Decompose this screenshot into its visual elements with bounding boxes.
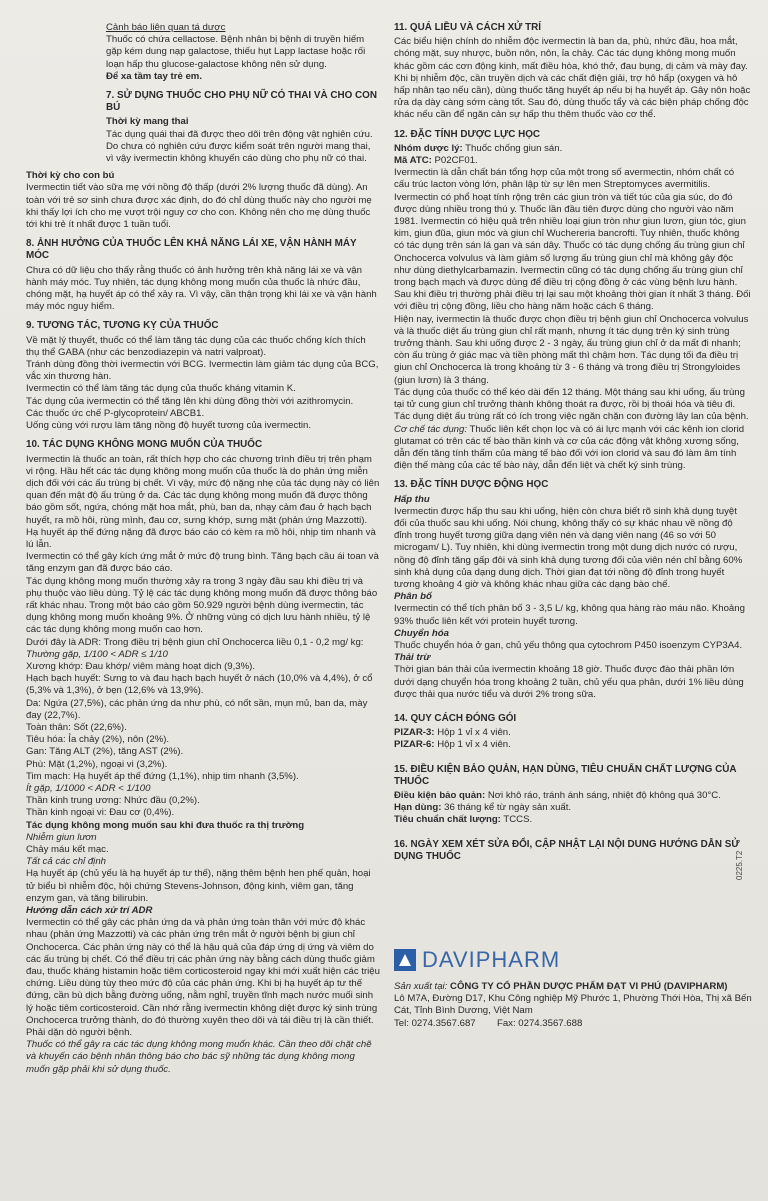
breastfeeding-text: Ivermectin tiết vào sữa mẹ với nồng độ thấp (dưới 2% lượng thuốc đã dùng). An toàn với trẻ sơ sinh chưa được xác định, do đó chỉ dùng thuốc này cho người mẹ khi thấy lợi ích cho mẹ vượt trội nguy cơ cho con. Không nên cho mẹ dùng thuốc tới khi trẻ ít nhất được 1 tuần tuổi.	[26, 182, 372, 231]
logo-text: DAVIPHARM	[422, 946, 561, 972]
warning-text: Thuốc có chứa cellactose. Bệnh nhân bị bệnh di truyền hiếm gặp kém dung nạp galactose, thiếu hụt Lapp lactase hoặc rối loạn hấp thu glucose-galactose không nên sử dụng.	[106, 34, 366, 70]
adr-item: Toàn thân: Sốt (22,6%).	[26, 721, 127, 733]
adr-item: Thần kinh trung ương: Nhức đầu (0,2%).	[26, 795, 200, 807]
adr-item: Xương khớp: Đau khớp/ viêm màng hoạt dịch (9,3%).	[26, 660, 256, 672]
section-9-title: 9. TƯƠNG TÁC, TƯƠNG KỴ CỦA THUỐC	[26, 320, 219, 332]
section-8-title: 8. ẢNH HƯỞNG CỦA THUỐC LÊN KHẢ NĂNG LÁI XE, VẬN HÀNH MÁY MÓC	[26, 238, 357, 262]
excipient-warning	[26, 22, 380, 165]
quality-standard: Tiêu chuẩn chất lượng: TCCS.	[394, 814, 533, 826]
section-8-text: Chưa có dữ liệu cho thấy rằng thuốc có ảnh hưởng trên khả năng lái xe và vận hành máy móc. Tuy nhiên, tác dụng không mong muốn của thuốc là nhức đầu, chóng mặt, hạ huyết áp có thể xảy ra. Vì vậy, cần thận trọng khi lái xe và vận hành máy móc nguy hiểm.	[26, 264, 377, 313]
metabolism-title: Chuyển hóa	[394, 627, 449, 639]
logo-mark-icon	[394, 949, 416, 971]
section-15-title: 15. ĐIỀU KIỆN BẢO QUẢN, HẠN DÙNG, TIÊU CHUẨN CHẤT LƯỢNG CỦA THUỐC	[394, 763, 737, 787]
section-11-title: 11. QUÁ LIỀU VÀ CÁCH XỬ TRÍ	[394, 22, 542, 33]
pregnancy-title: Thời kỳ mang thai	[106, 116, 189, 128]
breastfeeding-title: Thời kỳ cho con bú	[26, 170, 115, 182]
adr-item: Tim mạch: Hạ huyết áp thế đứng (1,1%), nhịp tim nhanh (3,5%).	[26, 770, 299, 782]
pack-1: PIZAR-3: Hộp 1 vỉ x 4 viên.	[394, 727, 511, 739]
adr-item: Gan: Tăng ALT (2%), tăng AST (2%).	[26, 746, 184, 758]
contact-line: Tel: 0274.3567.687 Fax: 0274.3567.688	[394, 1017, 583, 1029]
post-marketing-title: Tác dụng không mong muốn sau khi đưa thuốc ra thị trường	[26, 819, 305, 831]
right-column	[394, 22, 752, 1030]
pharmacodynamics-2: Hiện nay, ivermectin là thuốc được chọn điều trị bệnh giun chỉ Onchocerca volvulus và là thuốc diệt ấu trùng giun chỉ rất mạnh, nhưng ít tác dụng trên ký sinh trùng trưởng thành. Sau khi uống được 2 - 3 ngày, ấu trùng giun chỉ ở da mất đi nhanh; còn ấu trùng ở giác mạc và tiền phòng mất thì chậm hơn. Tác dụng tối đa điều trị giun chỉ Onchocerca là trong khoảng từ 3 - 6 tháng và trong điều trị Strongyloides (giun lươn) là 3 tháng.	[394, 313, 749, 386]
interaction-3: Ivermectin có thể làm tăng tác dụng của thuốc kháng vitamin K.	[26, 383, 296, 395]
strongyloides-heading: Nhiễm giun lươn	[26, 831, 97, 843]
document-code: 0225.T2	[735, 850, 744, 880]
overdose-text-2: Khi bị nhiễm độc, cần truyền dịch và các chất điện giải, trợ hô hấp (oxygen và hô hấp nhân tạo nếu cần), dùng thuốc tăng huyết áp nếu bị hạ huyết áp. Gây nôn hoặc rửa dạ dày càng sớm càng tốt. Sau đó, dùng thuốc tẩy và các biện pháp chống độc khác nếu cần để ngăn cản sự hấp thu thêm thuốc vào cơ thể.	[394, 72, 751, 121]
left-column	[26, 22, 380, 1076]
interaction-4: Tác dụng của ivermectin có thể tăng lên khi dùng đồng thời với azithromycin.	[26, 395, 354, 407]
manufacturer-address: Lô M7A, Đường D17, Khu Công nghiệp Mỹ Phước 1, Phường Thới Hòa, Thị xã Bến Cát, Tỉnh Bình Dương, Việt Nam	[394, 993, 752, 1017]
adr-management-title: Hướng dẫn cách xử trí ADR	[26, 905, 153, 917]
metabolism-text: Thuốc chuyển hóa ở gan, chủ yếu thông qua cytochrom P450 isoenzym CYP3A4.	[394, 639, 743, 651]
interaction-2: Tránh dùng đồng thời ivermectin với BCG. Ivermectin làm giảm tác dụng của BCG, vắc xin thương hàn.	[26, 359, 379, 383]
mechanism: Cơ chế tác dụng: Thuốc liên kết chọn lọc và có ái lực mạnh với các kênh ion clorid glutamat có trên các tế bào thần kinh và cơ của các động vật không xương sống, dẫn đến tăng tính thấm của màng tế bào đối với ion clorid và sau đó làm âm tính điện thế màng của các tế bào này, dẫn đến liệt và chết ký sinh trùng.	[394, 423, 745, 472]
adr-notice: Thuốc có thể gây ra các tác dụng không mong muốn khác. Cần theo dõi chặt chẽ và khuyến cáo bệnh nhân thông báo cho bác sỹ những tác dụng không mong muốn gặp phải khi sử dụng thuốc.	[26, 1039, 372, 1075]
adr-common-heading: Thường gặp, 1/100 < ADR ≤ 1/10	[26, 648, 168, 660]
adr-paragraph-2: Ivermectin có thể gây kích ứng mắt ở mức độ trung bình. Tăng bạch cầu ái toan và tăng enzym gan đã được báo cáo.	[26, 551, 379, 575]
pregnancy-text: Tác dụng quái thai đã được theo dõi trên động vật nghiên cứu. Do chưa có nghiên cứu được kiểm soát trên người mang thai, vì vậy ivermectin không khuyến cáo dùng cho phụ nữ có thai.	[106, 128, 373, 165]
section-13-title: 13. ĐẶC TÍNH DƯỢC ĐỘNG HỌC	[394, 479, 549, 491]
adr-rare-heading: Ít gặp, 1/1000 < ADR < 1/100	[26, 782, 151, 794]
strongyloides-text: Chảy máu kết mạc.	[26, 844, 109, 855]
distribution-text: Ivermectin có thể tích phân bố 3 - 3,5 L/ kg, không qua hàng rào máu não. Khoảng 93% thuốc liên kết với protein huyết tương.	[394, 603, 745, 627]
section-12-title: 12. ĐẶC TÍNH DƯỢC LỰC HỌC	[394, 128, 541, 140]
adr-item: Hạch bạch huyết: Sưng to và đau hạch bạch huyết ở nách (10,0% và 4,4%), ở cổ (5,3% và 1,3%), ở bẹn (12,6% và 13,9%).	[26, 673, 373, 697]
elimination-title: Thải trừ	[394, 652, 431, 664]
storage: Điều kiện bảo quản: Nơi khô ráo, tránh ánh sáng, nhiệt độ không quá 30°C.	[394, 789, 721, 801]
pack-2: PIZAR-6: Hộp 1 vỉ x 4 viên.	[394, 739, 511, 751]
distribution-title: Phân bố	[394, 591, 432, 603]
elimination-text: Thời gian bán thải của ivermectin khoảng 18 giờ. Thuốc được đào thải phần lớn dưới dạng chuyển hóa trong khoảng 2 tuần, chủ yếu qua phân, dưới 1% liều dùng được thải qua nước tiểu và dưới 2% trong sữa.	[394, 664, 744, 700]
adr-paragraph-4: Dưới đây là ADR: Trong điều trị bệnh giun chỉ Onchocerca liều 0,1 - 0,2 mg/ kg:	[26, 636, 364, 648]
absorption-title: Hấp thu	[394, 493, 430, 505]
pharmacodynamics-1: Ivermectin là dẫn chất bán tổng hợp của một trong số avermectin, nhóm chất có cấu trúc lacton vòng lớn, phân lập từ sự lên men Streptomyces avermitilis. Ivermectin có phổ hoạt tính rộng trên các giun tròn và tiết túc của gia súc, do đó được dùng nhiều trong thú y. Thuốc lần đầu tiên được dùng cho người vào năm 1981. Ivermectin có hiệu quả trên nhiều loại giun tròn như giun lươn, giun tóc, giun kim, giun đũa, giun móc và giun chỉ Wuchereria bancrofti. Tuy nhiên, thuốc không có tác dụng trên sán lá gan và sán dây. Thuốc có tác dụng chống ấu trùng giun chỉ Onchocerca volvulus và làm giảm số lượng ấu trùng giun chỉ mà không gây độc như dùng diethylcarbamazin. Ivermectin cũng có tác dụng chống ấu trùng giun chỉ trong bạch mạch và được dùng để điều trị cộng đồng ở các vùng bệnh lưu hành. Sau khi điều trị thường phải điều trị lại sau một khoảng thời gian ít nhất 3 tháng. Đối với điều trị cộng đồng, liều cho hàng năm hoặc cách 6 tháng.	[394, 167, 751, 313]
warning-children: Để xa tầm tay trẻ em.	[106, 70, 202, 82]
section-16-title: 16. NGÀY XEM XÉT SỬA ĐỔI, CẬP NHẬT LẠI NỘI DUNG HƯỚNG DẪN SỬ DỤNG THUỐC	[394, 838, 740, 862]
overdose-text-1: Các biểu hiện chính do nhiễm độc ivermectin là ban da, phù, nhức đầu, hoa mắt, chóng mặt, suy nhược, buồn nôn, nôn, ỉa chảy. Các tác dụng không mong muốn khác gồm các cơn động kinh, mất điều hòa, khó thở, đau bụng, dị cảm và mày đay.	[394, 36, 748, 72]
warning-title: Cảnh báo liên quan tá dược	[106, 22, 226, 33]
interaction-6: Uống cùng với rượu làm tăng nồng độ huyết tương của ivermectin.	[26, 420, 312, 432]
pharmacodynamics-3: Tác dụng của thuốc có thể kéo dài đến 12 tháng. Một tháng sau khi uống, ấu trùng tại tử cung giun chỉ trưởng thành không thoát ra được, rồi bị thoái hóa và tiêu đi. Tác dụng diệt ấu trùng rất có ích trong việc ngăn chặn con đường lây lan của bệnh.	[394, 386, 749, 423]
all-indications-heading: Tất cả các chỉ định	[26, 856, 106, 868]
section-7-title: 7. SỬ DỤNG THUỐC CHO PHỤ NỮ CÓ THAI VÀ CHO CON BÚ	[106, 90, 377, 114]
interaction-5: Các thuốc ức chế P-glycoprotein/ ABCB1.	[26, 407, 205, 419]
all-indications-text: Hạ huyết áp (chủ yếu là hạ huyết áp tư thế), nặng thêm bệnh hen phế quản, hoại tử biểu bì nhiễm độc, hội chứng Stevens-Johnson, động kinh, viêm gan, tăng enzym gan, và tăng bilirubin.	[26, 868, 371, 904]
adr-paragraph-1: Ivermectin là thuốc an toàn, rất thích hợp cho các chương trình điều trị trên phạm vi rộng. Hầu hết các tác dụng không mong muốn của thuốc là do phản ứng miễn dịch đối với các ấu trùng bị chết. Vì vậy, mức độ nặng nhẹ của tác dụng này có liên quan đến mật độ ấu trùng ở da. Các tác dụng không mong muốn đã được thông báo gồm sốt, ngứa, chóng mặt hoa mắt, phù, ban da, nhạy cảm đau ở hạch bạch huyết, ra mồ hôi, rùng mình, đau cơ, sưng khớp, sưng mặt (phản ứng Mazzotti). Hạ huyết áp thế đứng nặng đã được báo cáo có kèm ra mồ hôi, nhịp tim nhanh và lú lẫn.	[26, 453, 380, 550]
shelf-life: Hạn dùng: 36 tháng kể từ ngày sản xuất.	[394, 802, 572, 814]
manufacturer	[394, 981, 752, 1030]
manufacturer-name: Sản xuất tại: CÔNG TY CỔ PHẦN DƯỢC PHẨM ĐẠT VI PHÚ (DAVIPHARM)	[394, 981, 728, 992]
pharmacologic-group: Nhóm dược lý: Thuốc chống giun sán.	[394, 142, 563, 154]
adr-item: Thần kinh ngoại vi: Đau cơ (0,4%).	[26, 807, 175, 819]
interaction-1: Về mặt lý thuyết, thuốc có thể làm tăng tác dụng của các thuốc chống kích thích thụ thể GABA (như các benzodiazepin và natri valproat).	[26, 334, 366, 358]
adr-paragraph-3: Tác dụng không mong muốn thường xảy ra trong 3 ngày đầu sau khi điều trị và phụ thuộc vào liều dùng. Tỷ lệ các tác dụng không mong muốn đã được thông báo rất khác nhau. Trong một báo cáo gồm 50.929 người bệnh dùng ivermectin, tác dụng không mong muốn khoảng 9%. Ở những vùng có dịch lưu hành nhiều, tỷ lệ các tác dụng không mong muốn cao hơn.	[26, 575, 378, 636]
adr-item: Tiêu hóa: Ỉa chảy (2%), nôn (2%).	[26, 734, 170, 746]
absorption-text: Ivermectin được hấp thu sau khi uống, hiện còn chưa biết rõ sinh khả dụng tuyệt đối của thuốc sau khi uống. Nói chung, không thấy có sự khác nhau về nồng độ đỉnh trong huyết tương giữa dạng viên nén và dạng viên nang (46 so với 50 microgam/ L). Tuy nhiên, khi dùng ivermectin trong một dung dịch nước có rượu, nồng độ đỉnh tăng gấp đôi và sinh khả dụng tương đối của viên nén chỉ bằng 60% sinh khả dụng của dạng dung dịch. Thời gian đạt tới nồng độ đỉnh trong huyết tương khoảng 4 giờ và không khác nhau giữa các dạng bào chế.	[394, 505, 743, 590]
section-10-title: 10. TÁC DỤNG KHÔNG MONG MUỐN CỦA THUỐC	[26, 439, 263, 451]
section-14-title: 14. QUY CÁCH ĐÓNG GÓI	[394, 712, 517, 724]
adr-item: Da: Ngứa (27,5%), các phản ứng da như phù, có nốt sần, mụn mủ, ban da, mày đay (22,7%).	[26, 697, 368, 721]
adr-management-text: Ivermectin có thể gây các phản ứng da và phản ứng toàn thân với mức độ khác nhau (phản ứng Mazzotti) và các phản ứng trên mắt ở người bệnh bị giun chỉ Onchocerca. Các phản ứng này có thể là hậu quả của đáp ứng dị ứng và viêm do các ấu trùng bị chết. Có thể điều trị các phản ứng này bằng cách dùng thuốc giảm đau, thuốc kháng histamin hoặc tiêm corticosteroid ngay khi mới xuất hiện các triệu chứng. Liều dùng tùy theo mức độ của các phản ứng. Khi bị hạ huyết áp tư thế đứng, cần bù dịch bằng đường uống, nằm nghỉ, truyền tĩnh mạch nước muối sinh lý hoặc tiêm corticosteroid. Cần nhớ rằng ivermectin không diệt được ký sinh trùng Onchocerca trưởng thành, do đó thường xuyên theo dõi và tái điều trị là cần thiết. Phải dặn dò người bệnh.	[26, 917, 380, 1039]
atc-code: Mã ATC: P02CF01.	[394, 155, 478, 167]
davipharm-logo	[394, 946, 752, 972]
adr-item: Phù: Mặt (1,2%), ngoại vi (3,2%).	[26, 758, 168, 770]
